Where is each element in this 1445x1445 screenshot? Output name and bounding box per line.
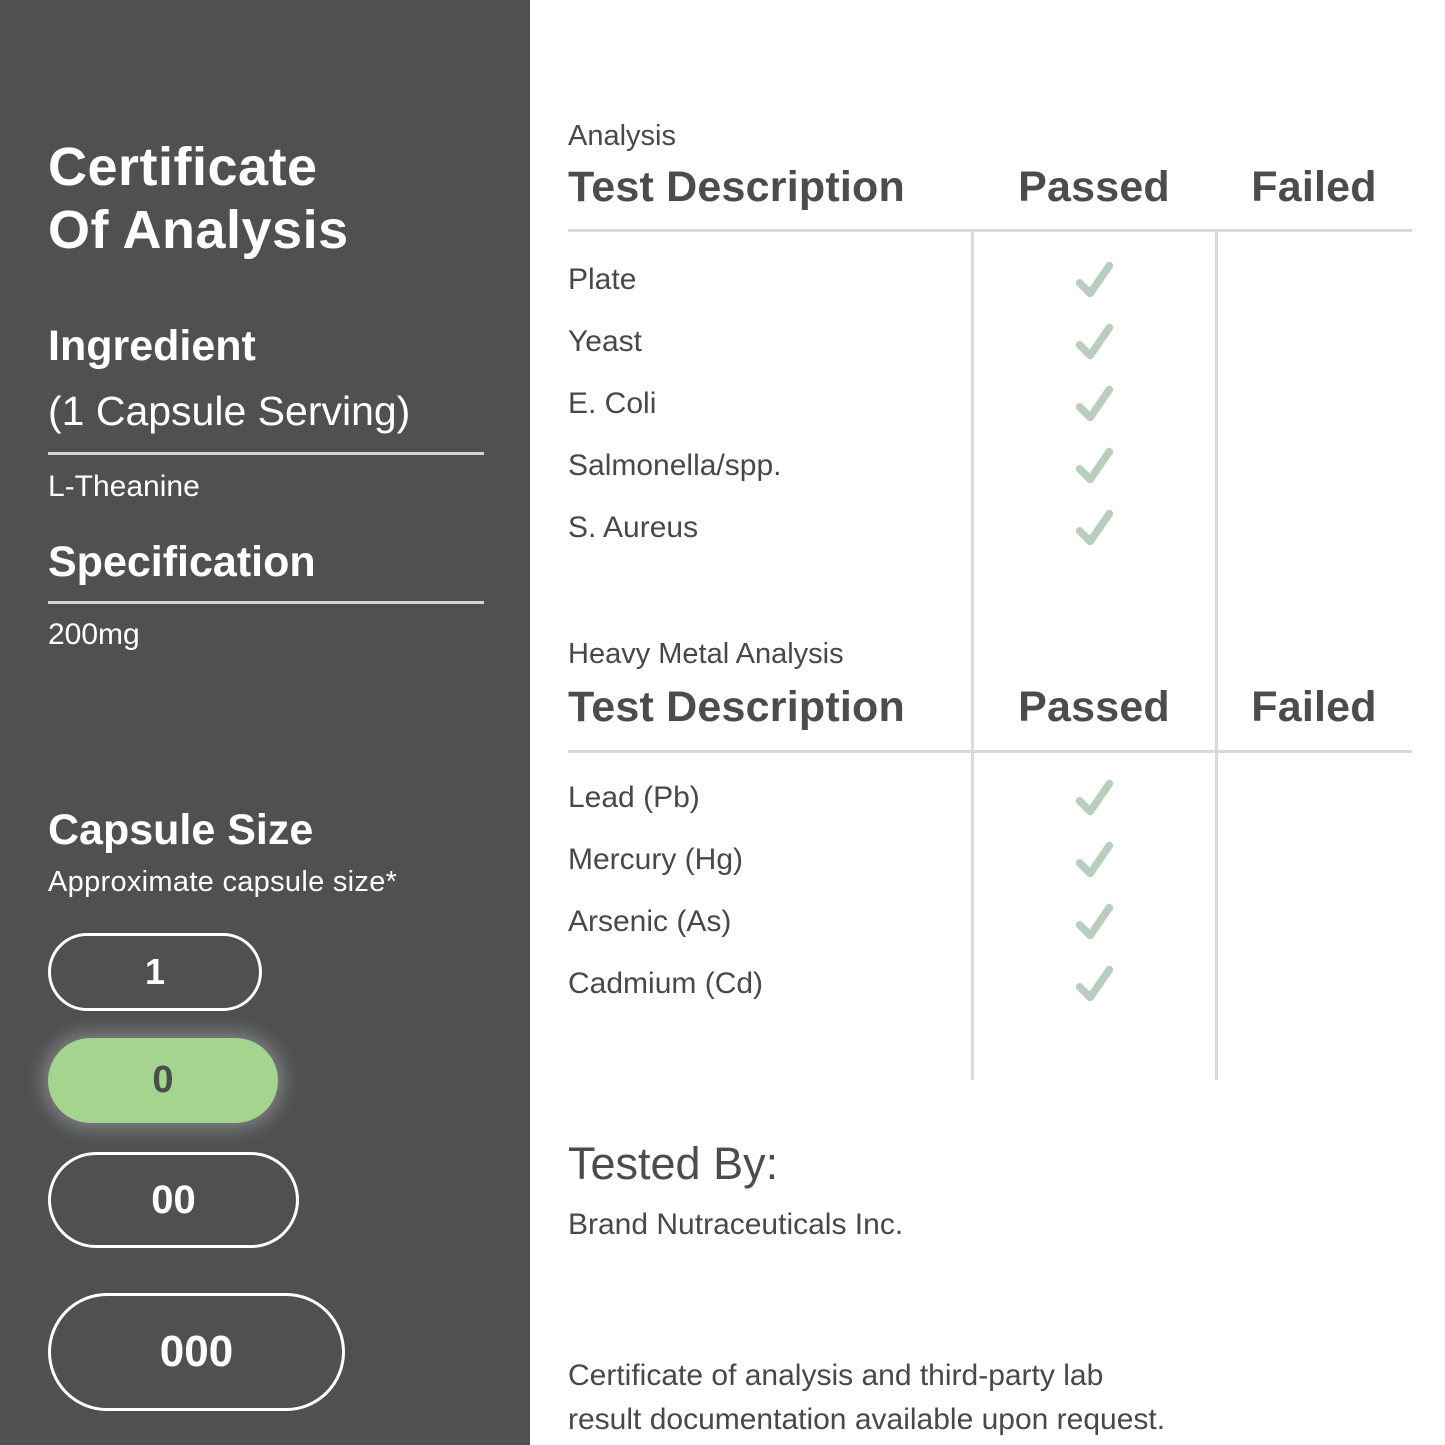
ingredient-divider [48,452,484,455]
specification-heading: Specification [48,538,316,586]
passed-check-icon [974,777,1214,819]
passed-check-icon [974,259,1214,301]
capsule-size-option-label: 00 [151,1177,196,1222]
capsule-size-option-1 [48,933,262,1011]
page-title-line2: Of Analysis [48,200,349,261]
passed-check-icon [974,321,1214,363]
test-label: Plate [568,263,637,296]
footnote-line2: result documentation available upon request. [568,1402,1166,1436]
analysis-table-header-rule [568,229,1412,232]
table-row [530,321,1445,363]
footnote [568,1354,1165,1441]
capsule-size-note: Approximate capsule size* [48,866,398,898]
test-label: Yeast [568,325,642,358]
heavy-metal-header-passed: Passed [1018,683,1170,731]
passed-check-icon [974,963,1214,1005]
test-label: Arsenic (As) [568,905,732,938]
analysis-section-label: Analysis [568,120,676,152]
table-row [530,259,1445,301]
table-row [530,839,1445,881]
capsule-size-option-label: 0 [152,1059,174,1101]
analysis-header-description: Test Description [568,163,905,211]
table-row [530,901,1445,943]
analysis-header-passed: Passed [1018,163,1170,211]
test-label: Lead (Pb) [568,781,700,814]
table-row [530,777,1445,819]
specification-value: 200mg [48,618,140,651]
capsule-size-option-00 [48,1152,299,1248]
page-title-line1: Certificate [48,137,318,197]
table-row [530,445,1445,487]
test-label: Cadmium (Cd) [568,967,764,1000]
table-row [530,963,1445,1005]
heavy-metal-header-failed: Failed [1251,683,1377,731]
capsule-size-option-000 [48,1293,345,1411]
results-panel [530,0,1445,1445]
passed-check-icon [974,901,1214,943]
capsule-size-option-label: 1 [144,951,166,992]
sidebar [0,0,530,1445]
capsule-size-option-0-selected [48,1038,278,1123]
analysis-header-failed: Failed [1251,163,1377,211]
passed-check-icon [974,445,1214,487]
ingredient-heading: Ingredient [48,322,256,370]
table-row [530,383,1445,425]
specification-divider [48,601,484,604]
page-title [48,136,349,262]
passed-check-icon [974,507,1214,549]
tested-by-heading: Tested By: [568,1138,779,1189]
test-label: Mercury (Hg) [568,843,744,876]
heavy-metal-header-description: Test Description [568,683,905,731]
test-label: Salmonella/spp. [568,449,782,482]
footnote-line1: Certificate of analysis and third-party lab [568,1359,1104,1392]
table-row [530,507,1445,549]
test-label: S. Aureus [568,511,699,544]
capsule-size-option-label: 000 [159,1327,234,1376]
capsule-size-heading: Capsule Size [48,806,314,854]
ingredient-subheading: (1 Capsule Serving) [48,388,411,434]
passed-check-icon [974,383,1214,425]
passed-check-icon [974,839,1214,881]
heavy-metal-table-header-rule [568,750,1412,753]
heavy-metal-section-label: Heavy Metal Analysis [568,638,844,670]
test-label: E. Coli [568,387,657,420]
tested-by-value: Brand Nutraceuticals Inc. [568,1208,904,1241]
ingredient-value: L-Theanine [48,470,200,503]
